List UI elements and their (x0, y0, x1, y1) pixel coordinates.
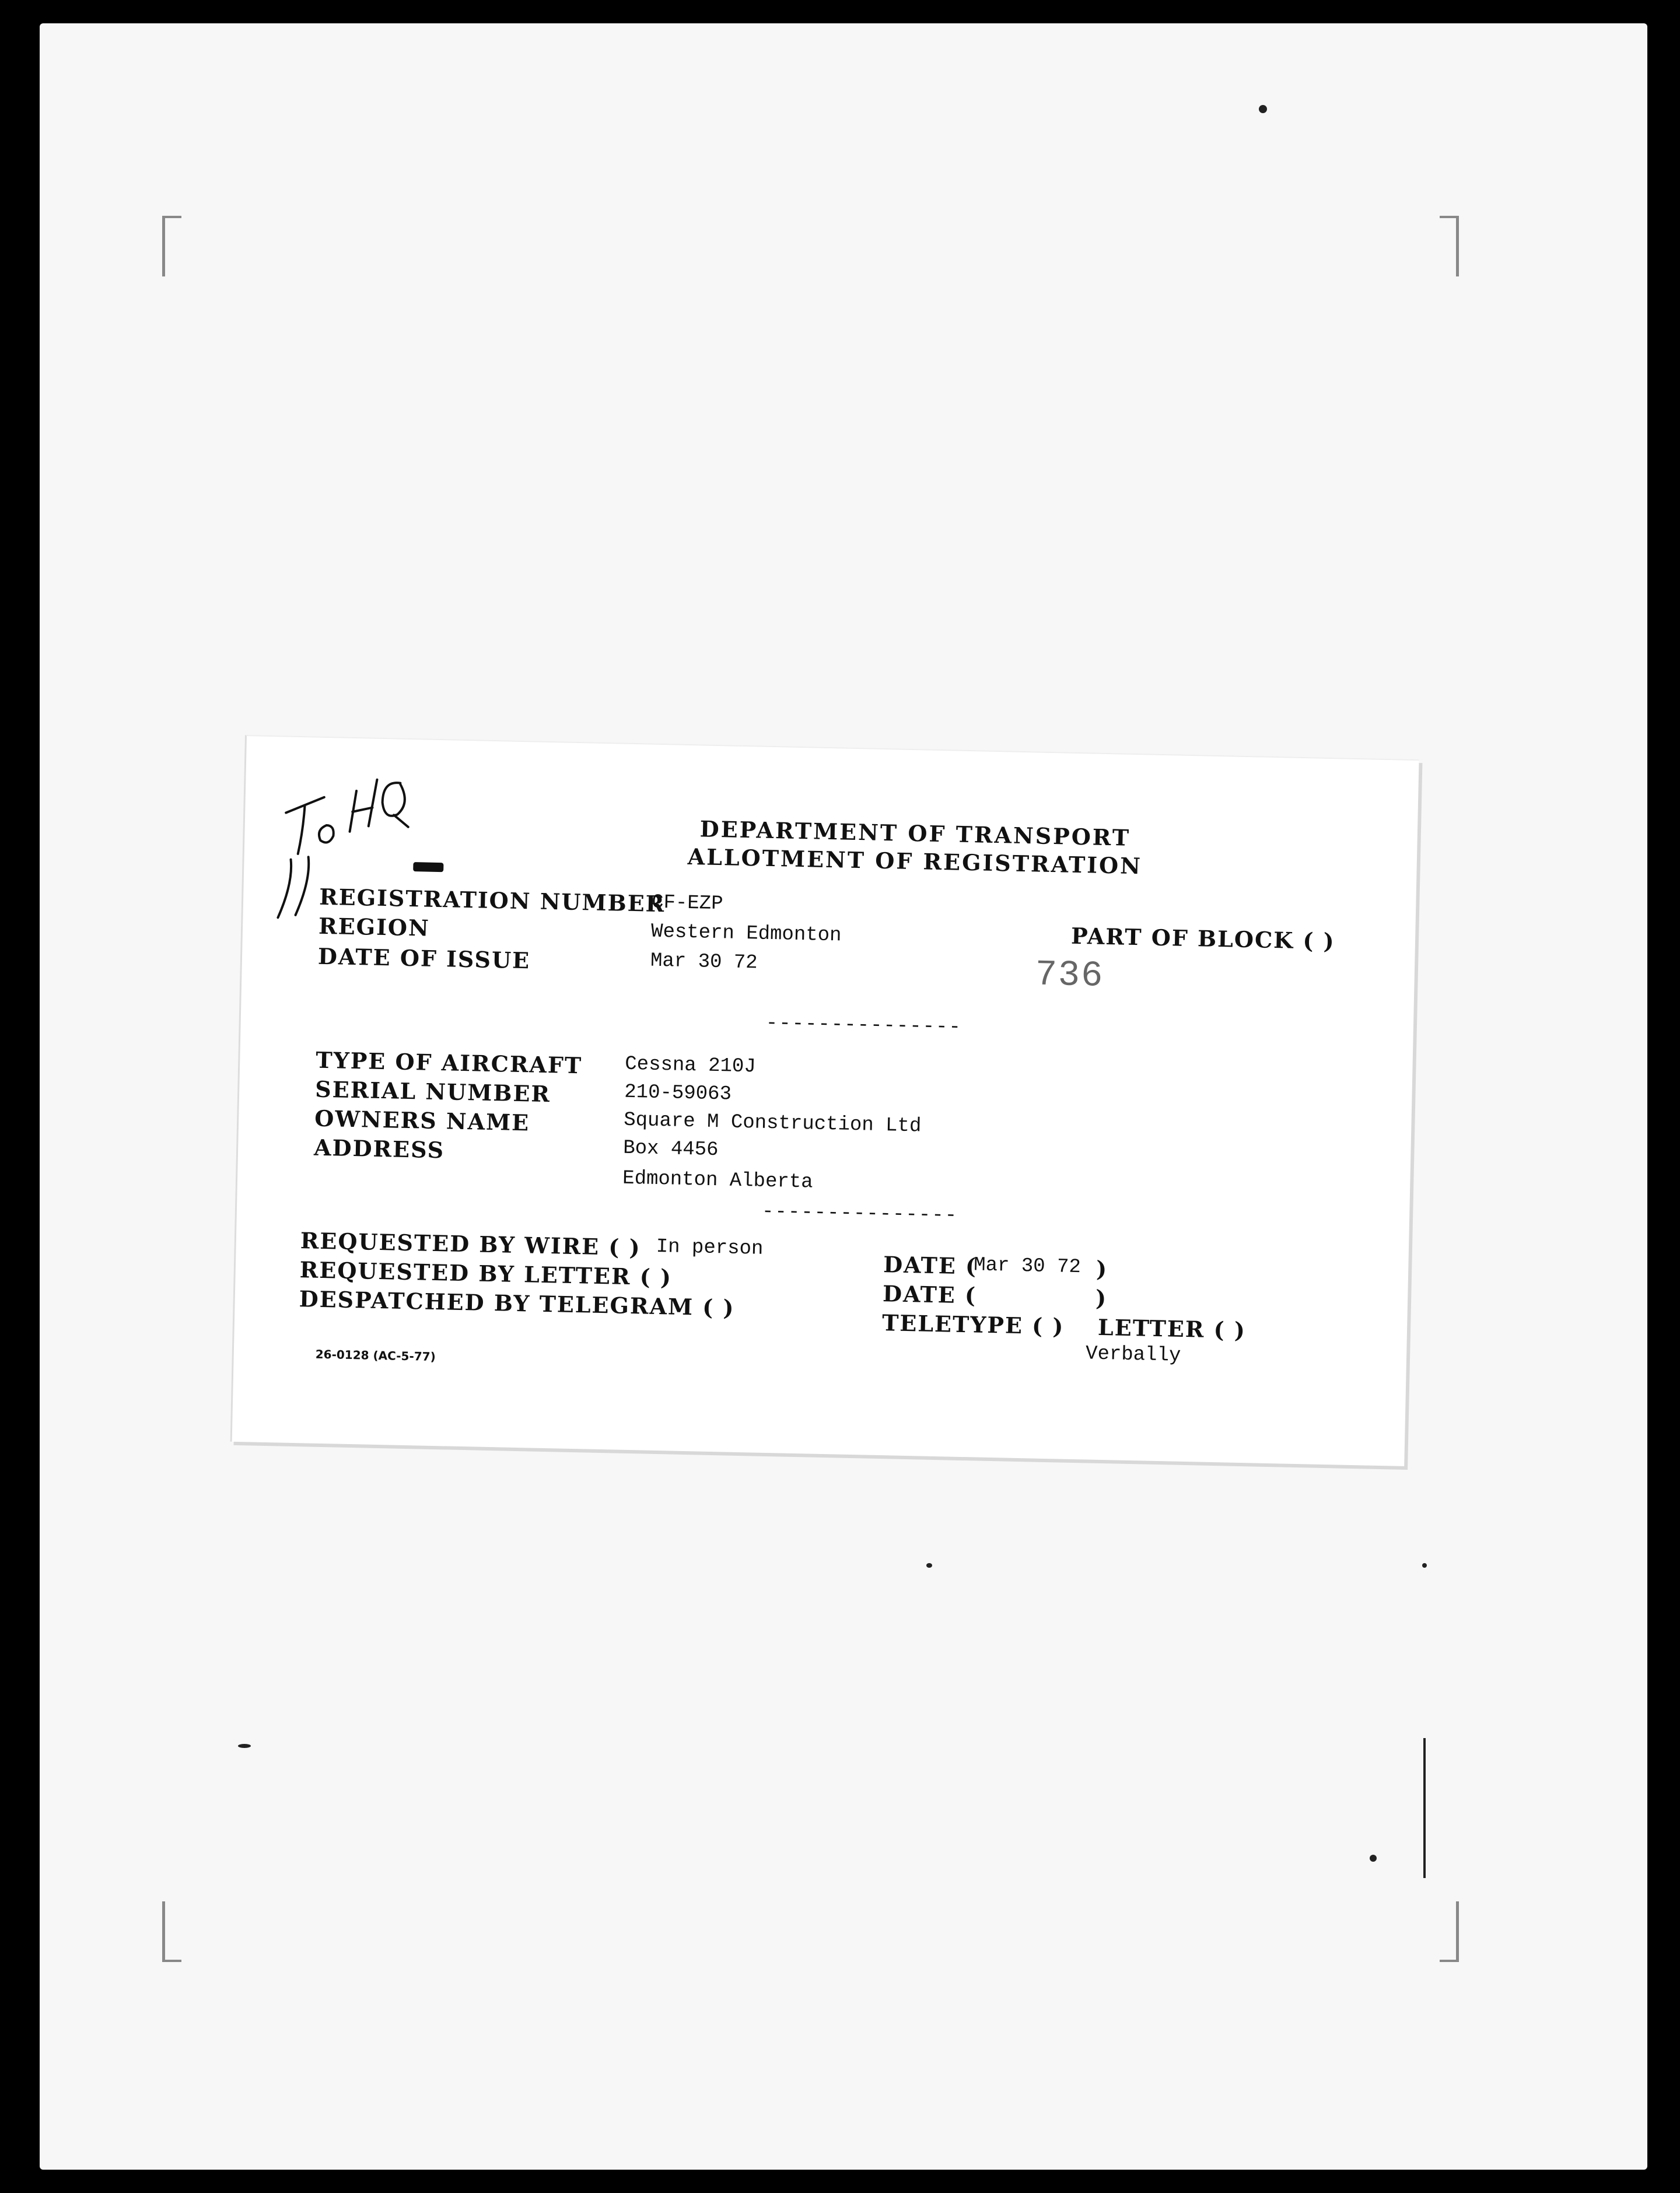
registration-number-label: REGISTRATION NUMBER (318, 883, 666, 917)
ink-mark (413, 862, 443, 872)
part-of-block-label: PART OF BLOCK ( ) (1070, 922, 1336, 955)
serial-number-label: SERIAL NUMBER (314, 1076, 551, 1108)
scan-speck (238, 1744, 251, 1748)
type-of-aircraft-label: TYPE OF AIRCRAFT (315, 1046, 583, 1079)
requested-by-wire-note: In person (656, 1235, 764, 1260)
header-subtitle: ALLOTMENT OF REGISTRATION (687, 843, 1143, 880)
letter-label: LETTER ( ) (1097, 1313, 1247, 1344)
type-of-aircraft-value: Cessna 210J (624, 1053, 757, 1078)
owners-name-label: OWNERS NAME (314, 1105, 530, 1136)
registration-card (230, 735, 1419, 1466)
date-of-issue-value: Mar 30 72 (650, 950, 758, 975)
region-label: REGION (318, 912, 430, 941)
scan-speck (1370, 1855, 1377, 1862)
stamp-number: 736 (1034, 954, 1105, 997)
form-number: 26-0128 (AC-5-77) (315, 1347, 436, 1364)
date-of-issue-label: DATE OF ISSUE (317, 943, 531, 974)
requested-by-letter-label: REQUESTED BY LETTER ( ) (299, 1256, 673, 1291)
owners-name-value: Square M Construction Ltd (623, 1109, 922, 1138)
crop-mark-top-left (162, 216, 181, 276)
scan-speck (1259, 105, 1267, 113)
scan-line (1423, 1738, 1426, 1878)
date1-label: DATE ( (883, 1251, 978, 1280)
header-title: DEPARTMENT OF TRANSPORT (699, 815, 1131, 851)
separator-line: --------------- (765, 1012, 963, 1039)
serial-number-value: 210-59063 (624, 1081, 732, 1106)
address-line1: Box 4456 (622, 1137, 719, 1162)
crop-mark-top-right (1440, 216, 1459, 276)
separator-line: --------------- (761, 1200, 958, 1227)
region-value: Western Edmonton (650, 920, 842, 947)
date1-value: Mar 30 72 (973, 1254, 1082, 1279)
address-label: ADDRESS (313, 1134, 445, 1164)
crop-mark-bottom-left (162, 1901, 181, 1962)
date2-close: ) (1095, 1284, 1108, 1312)
address-line2: Edmonton Alberta (622, 1167, 813, 1194)
scan-speck (1422, 1563, 1427, 1568)
crop-mark-bottom-right (1440, 1901, 1459, 1962)
teletype-label: TELETYPE ( ) (881, 1309, 1065, 1340)
date2-label: DATE ( (882, 1280, 977, 1309)
scan-speck (926, 1563, 932, 1568)
verbally-note: Verbally (1085, 1343, 1181, 1367)
registration-number-value: CF-EZP (651, 891, 723, 916)
despatched-by-telegram-label: DESPATCHED BY TELEGRAM ( ) (299, 1285, 735, 1321)
requested-by-wire-label: REQUESTED BY WIRE ( ) (300, 1227, 642, 1261)
date1-close: ) (1096, 1255, 1108, 1283)
